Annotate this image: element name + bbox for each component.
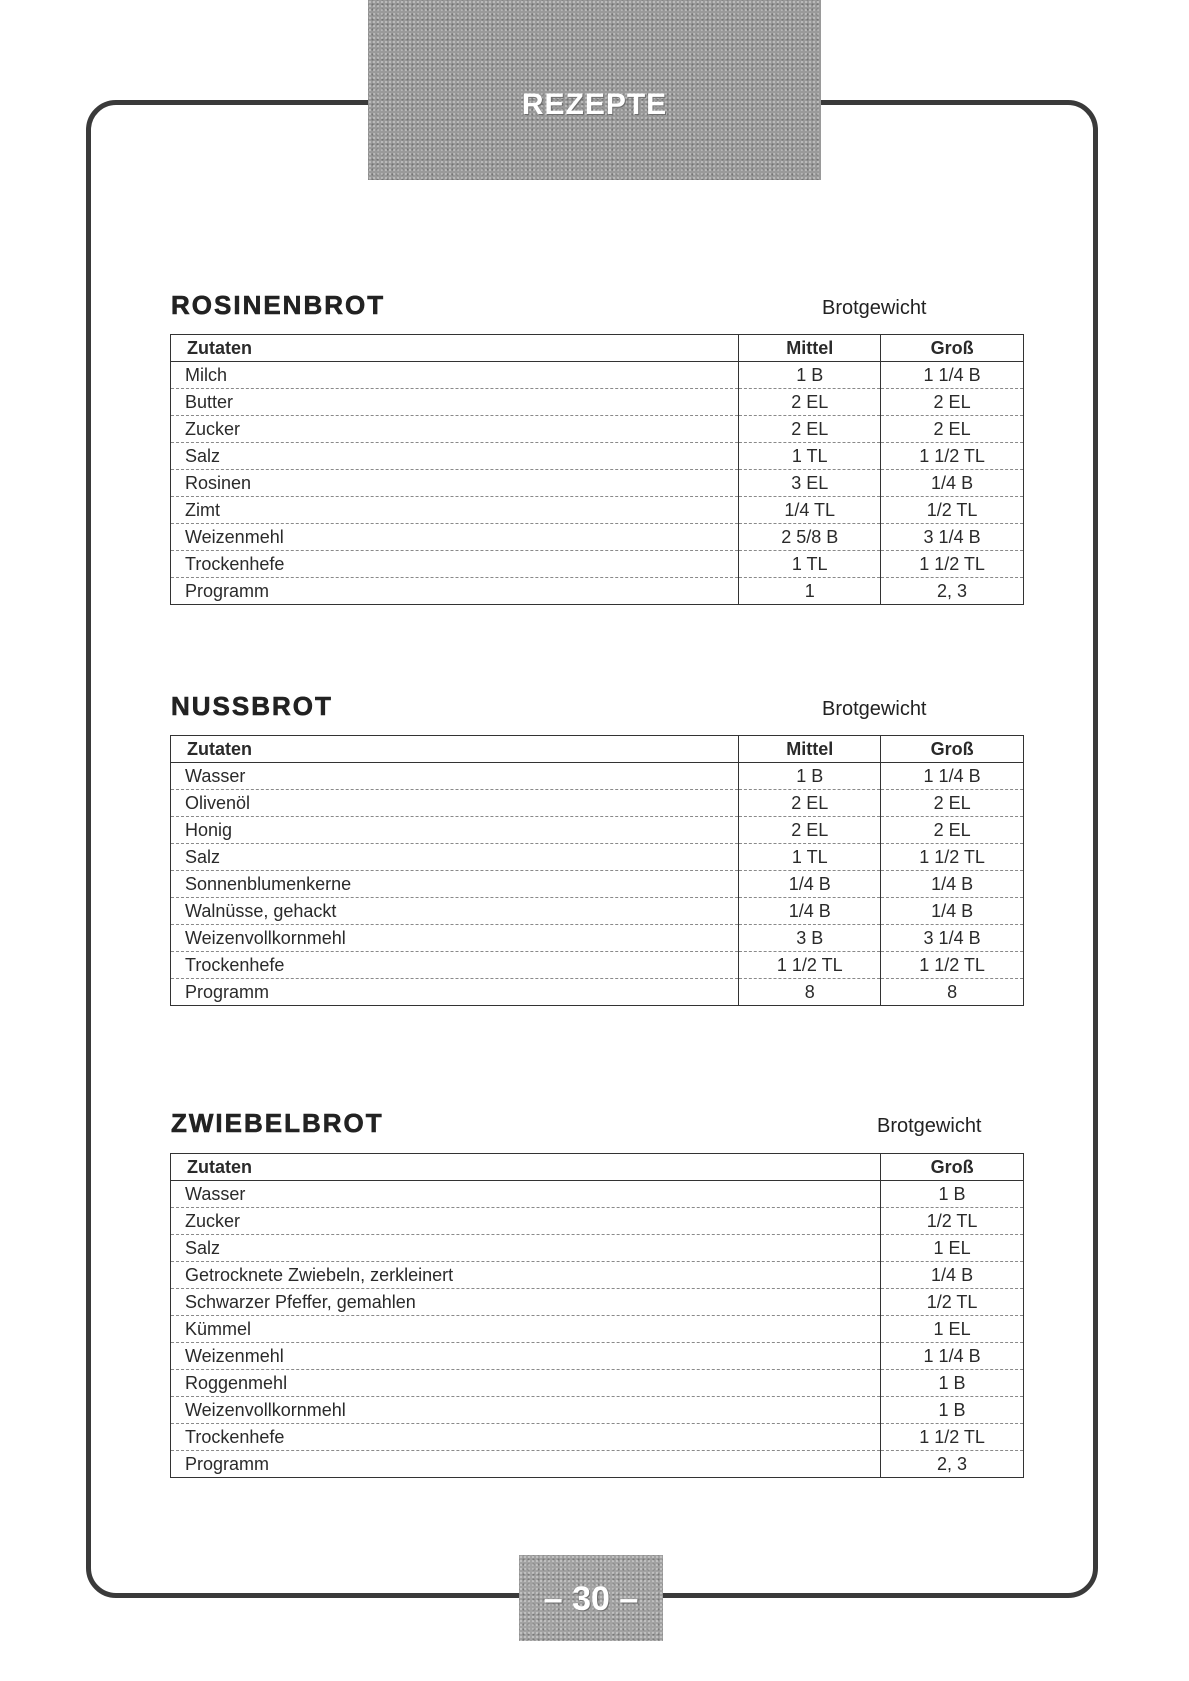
ingredient-name: Weizenvollkornmehl	[171, 1397, 881, 1424]
ingredient-name: Zucker	[171, 1208, 881, 1235]
ingredient-name: Sonnenblumenkerne	[171, 871, 739, 898]
table-row	[171, 1343, 1024, 1370]
ingredient-name: Wasser	[171, 1181, 881, 1208]
ingredient-name: Programm	[185, 1453, 270, 1474]
footer-banner	[519, 1555, 663, 1641]
ingredient-name: Trockenhefe	[171, 952, 739, 979]
amount-cell: 1 1/2 TL	[739, 952, 881, 979]
amount-cell: 1 TL	[739, 844, 881, 871]
amount-cell: 2 EL	[739, 416, 881, 443]
amount-cell: 2 EL	[739, 790, 881, 817]
ingredient-name: Getrocknete Zwiebeln, zerkleinert	[171, 1262, 881, 1289]
amount-cell: 1 1/4 B	[881, 763, 1024, 790]
table-row	[171, 898, 1024, 925]
amount-cell: 1 1/4 B	[881, 1343, 1024, 1370]
amount-cell: 1/4 B	[739, 898, 881, 925]
table-row	[171, 1397, 1024, 1424]
ingredient-name: Salz	[171, 443, 739, 470]
recipe-title-nussbrot: NUSSBROT	[171, 691, 333, 721]
table-row	[171, 1451, 1024, 1478]
amount-cell: 1/4 B	[881, 871, 1024, 898]
amount-cell: 2 EL	[739, 389, 881, 416]
table-row	[171, 1208, 1024, 1235]
recipe-title-zwiebelbrot: ZWIEBELBROT	[171, 1108, 384, 1138]
table-row	[171, 497, 1024, 524]
weight-label: Brotgewicht	[877, 1115, 982, 1137]
column-header: Mittel	[739, 736, 881, 763]
table-row	[171, 443, 1024, 470]
table-row	[171, 763, 1024, 790]
ingredient-name: Honig	[171, 817, 739, 844]
amount-cell: 2, 3	[881, 1451, 1024, 1478]
table-row	[171, 551, 1024, 578]
column-header: Zutaten	[171, 335, 739, 362]
table-row	[171, 389, 1024, 416]
ingredient-name: Milch	[171, 362, 739, 389]
amount-cell: 1 B	[739, 763, 881, 790]
column-header: Groß	[881, 1154, 1024, 1181]
ingredient-name: Zucker	[171, 416, 739, 443]
amount-cell: 3 EL	[739, 470, 881, 497]
amount-cell: 1/2 TL	[881, 497, 1024, 524]
ingredient-name: Programm	[185, 981, 270, 1002]
ingredient-name: Zimt	[171, 497, 739, 524]
ingredient-name: Roggenmehl	[171, 1370, 881, 1397]
amount-cell: 1 TL	[739, 551, 881, 578]
column-header: Zutaten	[171, 736, 739, 763]
amount-cell: 1/4 B	[881, 1262, 1024, 1289]
column-header: Groß	[881, 335, 1024, 362]
amount-cell: 2 EL	[881, 389, 1024, 416]
table-row	[171, 952, 1024, 979]
weight-label: Brotgewicht	[822, 698, 927, 720]
table-row	[171, 470, 1024, 497]
amount-cell: 2 EL	[739, 817, 881, 844]
table-row	[171, 790, 1024, 817]
table-row	[171, 1235, 1024, 1262]
table-row	[171, 817, 1024, 844]
amount-cell: 3 B	[739, 925, 881, 952]
amount-cell: 1 TL	[739, 443, 881, 470]
amount-cell: 2 EL	[881, 790, 1024, 817]
amount-cell: 1 B	[881, 1181, 1024, 1208]
ingredient-name: Kümmel	[171, 1316, 881, 1343]
table-row	[171, 1316, 1024, 1343]
table-row	[171, 844, 1024, 871]
table-row	[171, 871, 1024, 898]
table-row	[171, 1289, 1024, 1316]
amount-cell: 2 EL	[881, 416, 1024, 443]
ingredient-name: Trockenhefe	[171, 551, 739, 578]
ingredient-name: Walnüsse, gehackt	[171, 898, 739, 925]
page-number: – 30 –	[543, 1580, 639, 1618]
table-row	[171, 524, 1024, 551]
table-header-row	[171, 736, 1024, 763]
column-header: Zutaten	[171, 1154, 881, 1181]
ingredient-name: Rosinen	[171, 470, 739, 497]
table-row	[171, 1262, 1024, 1289]
ingredient-name: Butter	[171, 389, 739, 416]
amount-cell: 1 1/2 TL	[881, 551, 1024, 578]
amount-cell: 1/4 B	[881, 470, 1024, 497]
ingredient-name: Wasser	[171, 763, 739, 790]
table-row	[171, 1424, 1024, 1451]
ingredient-name: Salz	[171, 844, 739, 871]
amount-cell: 3 1/4 B	[881, 524, 1024, 551]
ingredient-name: Trockenhefe	[171, 1424, 881, 1451]
header-banner	[368, 0, 821, 180]
ingredient-name: Weizenmehl	[171, 1343, 881, 1370]
page-title: REZEPTE	[521, 88, 668, 121]
table-row	[171, 362, 1024, 389]
amount-cell: 2 EL	[881, 817, 1024, 844]
amount-cell: 1/2 TL	[881, 1289, 1024, 1316]
table-header-row	[171, 1154, 1024, 1181]
recipe-table-nussbrot	[170, 735, 1024, 1006]
table-row	[171, 979, 1024, 1006]
table-row	[171, 416, 1024, 443]
column-header: Mittel	[739, 335, 881, 362]
column-header: Groß	[881, 736, 1024, 763]
table-row	[171, 578, 1024, 605]
table-row	[171, 925, 1024, 952]
amount-cell: 1/4 TL	[739, 497, 881, 524]
recipe-table-zwiebelbrot	[170, 1153, 1024, 1478]
ingredient-name: Olivenöl	[171, 790, 739, 817]
amount-cell: 8	[881, 979, 1024, 1006]
recipe-title-rosinenbrot: ROSINENBROT	[171, 290, 386, 320]
amount-cell: 1 1/2 TL	[881, 1424, 1024, 1451]
ingredient-name: Salz	[171, 1235, 881, 1262]
ingredient-name: Schwarzer Pfeffer, gemahlen	[171, 1289, 881, 1316]
table-row	[171, 1370, 1024, 1397]
amount-cell: 1 B	[881, 1370, 1024, 1397]
amount-cell: 1 EL	[881, 1316, 1024, 1343]
amount-cell: 1 B	[881, 1397, 1024, 1424]
ingredient-name: Programm	[185, 580, 270, 601]
recipe-table-rosinenbrot	[170, 334, 1024, 605]
amount-cell: 1 1/4 B	[881, 362, 1024, 389]
ingredient-name: Weizenvollkornmehl	[171, 925, 739, 952]
amount-cell: 8	[739, 979, 881, 1006]
amount-cell: 1 B	[739, 362, 881, 389]
amount-cell: 1 1/2 TL	[881, 443, 1024, 470]
amount-cell: 1/2 TL	[881, 1208, 1024, 1235]
ingredient-name: Weizenmehl	[171, 524, 739, 551]
amount-cell: 2 5/8 B	[739, 524, 881, 551]
amount-cell: 1	[739, 578, 881, 605]
amount-cell: 1 1/2 TL	[881, 952, 1024, 979]
amount-cell: 3 1/4 B	[881, 925, 1024, 952]
table-row	[171, 1181, 1024, 1208]
table-header-row	[171, 335, 1024, 362]
weight-label: Brotgewicht	[822, 297, 927, 319]
amount-cell: 1 EL	[881, 1235, 1024, 1262]
amount-cell: 1/4 B	[881, 898, 1024, 925]
amount-cell: 1 1/2 TL	[881, 844, 1024, 871]
amount-cell: 1/4 B	[739, 871, 881, 898]
amount-cell: 2, 3	[881, 578, 1024, 605]
